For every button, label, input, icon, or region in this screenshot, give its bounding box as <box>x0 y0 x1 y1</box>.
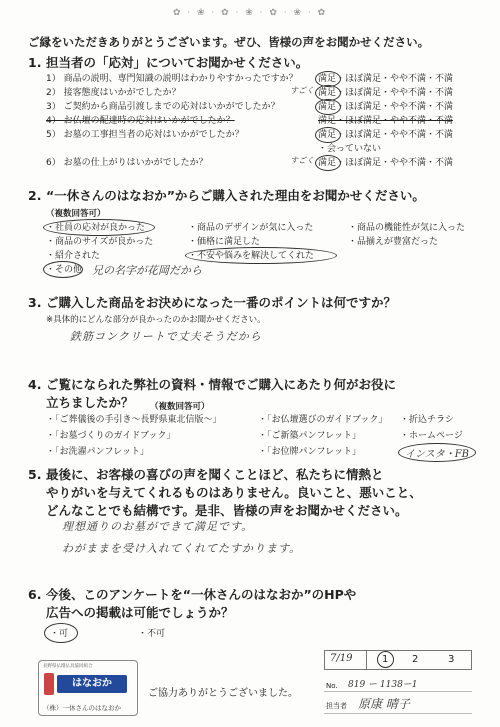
q3-handwritten-answer: 鉄筋コンクリートで丈夫そうだから <box>70 330 262 343</box>
q4-option[interactable]: ・「ご葬儀後の手引き～長野県東北信版～」 <box>46 415 222 425</box>
q1-row-label: 6） お墓の仕上がりはいかがでしたか？ <box>46 158 208 168</box>
q6-option-no[interactable]: ・不可 <box>138 629 166 639</box>
staff-underline <box>324 713 472 714</box>
q3-title: 3. ご購入した商品をお決めになった一番のポイントは何ですか？ <box>28 295 397 310</box>
q6-option-yes[interactable]: ・可 <box>50 629 69 639</box>
q1-rating-options[interactable]: 満足・ほぼ満足・やや不満・不満 <box>318 102 454 112</box>
q5-handwritten-line2: わがままを受け入れてくれてたすかります。 <box>62 542 302 555</box>
q2-option[interactable]: ・不安や悩みを解決してくれた <box>188 251 315 261</box>
q1-row-label: 5） お墓の工事担当者の応対はいかがでしたか？ <box>46 130 244 140</box>
selection-circle <box>43 219 155 236</box>
q1-rating-options[interactable]: ・会っていない <box>318 144 382 154</box>
q1-row-label: 1） 商品の説明、専門知識の説明はわかりやすかったですか？ <box>46 74 298 84</box>
selection-circle <box>315 155 341 171</box>
logo-figure-icon <box>44 673 54 695</box>
q2-option[interactable]: ・価格に満足した <box>188 237 261 247</box>
staff-value: 原康 晴子 <box>358 697 410 711</box>
q5-title: 5. 最後に、お客様の喜びの声を聞くことほど、私たちに情熱と <box>28 467 384 482</box>
selection-circle <box>44 623 78 643</box>
q4-option[interactable]: ・「お位牌パンフレット」 <box>258 447 362 457</box>
q1-row-label: 3） ご契約から商品引渡しまでの応対はいかがでしたか？ <box>46 102 280 112</box>
visit-2: 2 <box>412 654 419 665</box>
q1-rating-options[interactable]: 満足・ほぼ満足・やや不満・不満 <box>318 74 454 84</box>
q4-option[interactable]: ・ホームページ <box>400 431 463 441</box>
thanks-text: ご協力ありがとうございました。 <box>148 688 298 699</box>
q2-option[interactable]: ・商品の機能性が気に入った <box>348 223 466 233</box>
q2-option[interactable]: ・社員の応対が良かった <box>46 223 146 233</box>
q6-title: 6. 今後、このアンケートを“一休さんのはなおか”のHPや <box>28 587 357 602</box>
logo-tagline: 長野県仏壇仏具協同組合 <box>43 664 93 669</box>
no-value: 819 ー 1138ー1 <box>348 680 418 690</box>
q1-row-label: 2） 接客態度はいかがでしたか？ <box>46 88 181 98</box>
date-value: 7/19 <box>330 653 353 664</box>
selection-circle <box>43 261 83 278</box>
q4-title: 4. ご覧になられた弊社の資料・情報でご購入にあたり何がお役に <box>28 377 397 392</box>
q1-row-label: 4） お仏壇の配達時の応対はいかがでしたか？ <box>46 116 235 126</box>
decorative-border: ✿ · ❀ · ✿ · ❀ · ✿ · ❀ · ✿ <box>172 8 328 18</box>
q4-option[interactable]: ・「お仏壇選びのガイドブック」 <box>258 415 388 425</box>
q4-handwritten-answer: インスタ・FB <box>398 443 476 462</box>
q4-sub: （複数回答可） <box>150 402 210 412</box>
q1-rating-options[interactable]: 満足・ほぼ満足・やや不満・不満 <box>318 158 454 168</box>
q5-handwritten-line1: 理想通りのお墓ができて満足です。 <box>62 520 254 533</box>
no-label: No. <box>326 682 338 690</box>
q1-rating-options[interactable]: 満足・ほぼ満足・やや不満・不満 <box>318 130 454 140</box>
q2-option[interactable]: ・紹介された <box>46 251 101 261</box>
q2-sub: （複数回答可） <box>46 209 106 219</box>
q2-title: 2. “一休さんのはなおか”からご購入された理由をお聞かせください。 <box>28 188 425 203</box>
selection-circle <box>315 99 341 115</box>
q1-title: 1. 担当者の「応対」についてお聞かせください。 <box>28 55 309 70</box>
q4-option[interactable]: ・折込チラシ <box>400 415 455 425</box>
company-name: （株）一休さんのはなおか <box>43 704 121 712</box>
q4-option[interactable]: ・「お洗濯パンフレット」 <box>46 447 150 457</box>
q2-option[interactable]: ・商品のデザインが気に入った <box>188 223 314 233</box>
q5-title-line3: どんなことでも結構です。是非、皆様の声をお聞かせください。 <box>46 503 408 518</box>
q4-title-line2: 立ちましたか？ <box>46 395 134 410</box>
q2-handwritten-answer: 兄の名字が花岡だから <box>92 264 202 277</box>
q1-handwritten-note: すごく <box>290 86 314 95</box>
q1-handwritten-note: すごく <box>290 156 314 165</box>
q4-option[interactable]: ・「ご新築パンフレット」 <box>258 431 362 441</box>
q5-title-line2: やりがいを与えてくれるものはありません。良いこと、悪いこと、 <box>46 485 422 500</box>
no-underline <box>324 691 472 692</box>
q2-option[interactable]: ・商品のサイズが良かった <box>46 237 154 247</box>
divider <box>366 650 367 670</box>
intro-text: ご縁をいただきありがとうございます。ぜひ、皆様の声をお聞かせください。 <box>28 35 430 49</box>
selection-circle <box>377 651 394 668</box>
q2-option[interactable]: ・品揃えが豊富だった <box>348 237 439 247</box>
selection-circle <box>315 127 341 143</box>
q2-option[interactable]: ・その他 <box>46 265 83 275</box>
selection-circle <box>185 247 337 264</box>
logo-wordmark: はなおか <box>57 675 127 693</box>
q4-option[interactable]: ・「お墓づくりのガイドブック」 <box>46 431 176 441</box>
visit-3: 3 <box>448 654 455 665</box>
staff-label: 担当者 <box>326 702 347 710</box>
q1-rating-options[interactable]: 満足・ほぼ満足・やや不満・不満 <box>318 116 454 126</box>
q1-rating-options[interactable]: 満足・ほぼ満足・やや不満・不満 <box>318 88 454 98</box>
q3-sub: ※具体的にどんな部分が良かったのかお聞かせください。 <box>46 315 266 325</box>
company-logo <box>38 660 138 716</box>
q6-title-line2: 広告への掲載は可能でしょうか？ <box>46 605 234 620</box>
visit-1: 1 <box>382 654 389 665</box>
